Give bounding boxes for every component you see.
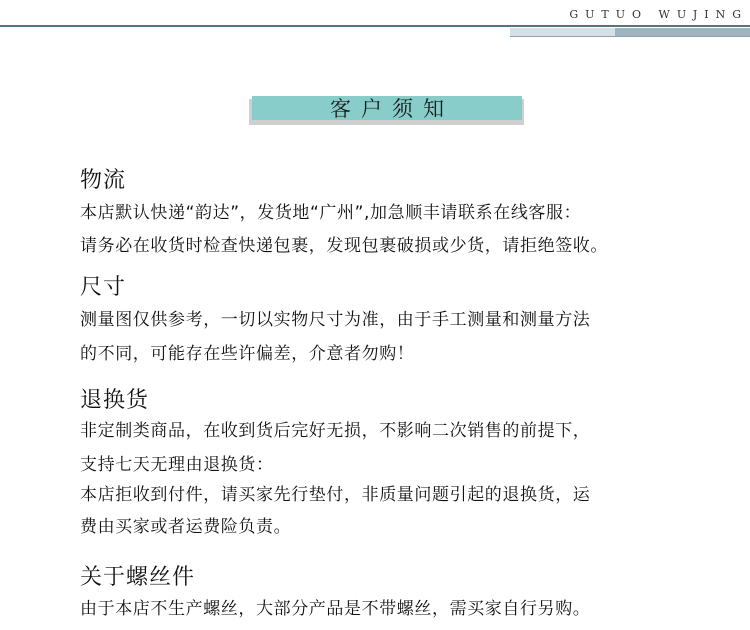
section-title-shipping: 物流 <box>80 168 127 193</box>
header-accent-line <box>510 36 750 37</box>
header-accent-bar-dark <box>615 28 750 36</box>
shipping-line: 本店默认快递“韵达”，发货地“广州”,加急顺丰请联系在线客服： <box>80 203 582 223</box>
notice-banner <box>252 96 522 120</box>
section-title-size: 尺寸 <box>80 275 127 300</box>
returns-line: 非定制类商品，在收到货后完好无损，不影响二次销售的前提下， <box>80 421 591 441</box>
banner-title: 客户须知 <box>330 97 454 121</box>
size-line: 的不同，可能存在些许偏差，介意者勿购！ <box>80 344 415 364</box>
header-rule <box>0 25 750 27</box>
brand-name: GUTUO WUJING <box>569 8 748 21</box>
section-title-screws: 关于螺丝件 <box>80 565 196 590</box>
returns-line: 费由买家或者运费险负责。 <box>80 517 292 537</box>
returns-line: 本店拒收到付件，请买家先行垫付，非质量问题引起的退换货，运 <box>80 485 591 505</box>
section-title-returns: 退换货 <box>80 388 150 413</box>
returns-line: 支持七天无理由退换货： <box>80 455 274 475</box>
size-line: 测量图仅供参考，一切以实物尺寸为准，由于手工测量和测量方法 <box>80 310 591 330</box>
screws-line: 由于本店不生产螺丝，大部分产品是不带螺丝，需买家自行另购。 <box>80 599 591 619</box>
shipping-line: 请务必在收货时检查快递包裹，发现包裹破损或少货，请拒绝签收。 <box>80 236 608 256</box>
